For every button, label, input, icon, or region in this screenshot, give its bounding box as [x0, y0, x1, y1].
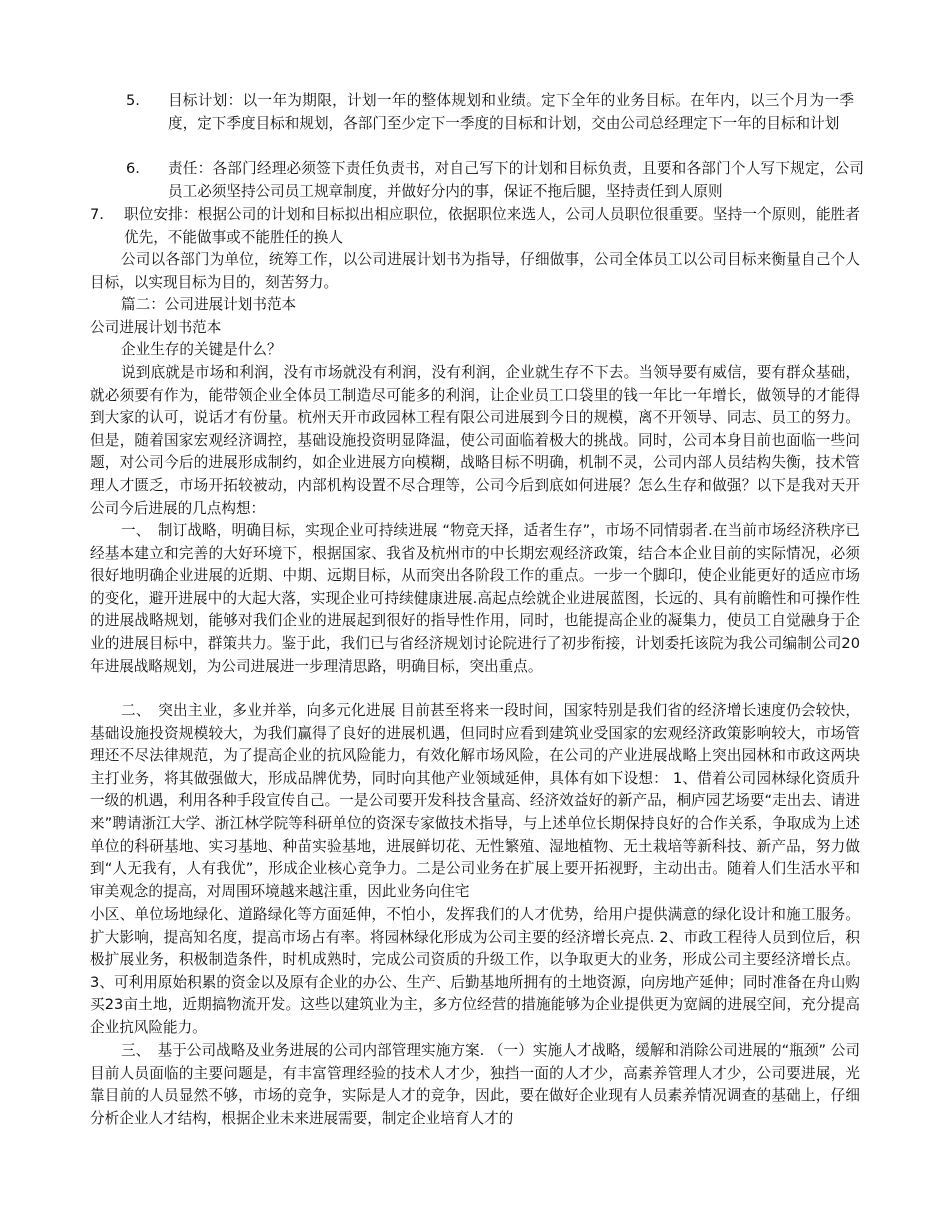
section-two-continuation: 小区、单位场地绿化、道路绿化等方面延伸，不怕小，发挥我们的人才优势，给用户提供满意的绿化设计和施工服务。扩大影响，提高知名度，提高市场占有率。将园林绿化形成为公司主要的经济增长亮点. 2、市政工程待人员到位后，积极扩展业务，积极制造条件，时机成熟时，完成公司资质的升级工作，以争取更大的业务，形成公司主要经济增长点。 3、可利用原始积累的资金以及原有企业的办公、生产、后勤基地所拥有的土地资源，向房地产延伸；同时准备在舟山购买23亩土地，近期搞物流开发。这些以建筑业为主，多方位经营的措施能够为企业提供更为宽阔的进展空间，充分提高企业抗风险能力。 [90, 906, 860, 1036]
summary-paragraph: 公司以各部门为单位，统筹工作，以公司进展计划书为指导，仔细做事，公司全体员工以公司目标来衡量自己个人目标，以实现目标为目的，刻苦努力。 [90, 251, 860, 291]
list-number: 6. [126, 160, 140, 177]
section-two-paragraph: 二、 突出主业，多业并举，向多元化进展 目前甚至将来一段时间，国家特别是我们省的经济增长速度仍会较快，基础设施投资规模较大，为我们赢得了良好的进展机遇，但同时应看到建筑业受国家的宏观经济政策影响较大，市场管理还不尽法律规范，为了提高企业的抗风险能力，有效化解市场风险，在公司的产业进展战略上突出园林和市政这两块主打业务，将其做强做大，形成品牌优势，同时向其他产业领域延伸，具体有如下设想： 1、借着公司园林绿化资质升一级的机遇，利用各种手段宣传自己。一是公司要开发科技含量高、经济效益好的新产品，桐庐园艺场要“走出去、请进来”聘请浙江大学、浙江林学院等科研单位的资深专家做技术指导，与上述单位长期保持良好的合作关系，争取成为上述单位的科研基地、实习基地、种苗实验基地，进展鲜切花、无性繁殖、湿地植物、无土栽培等新科技、新产品，努力做到“人无我有，人有我优”，形成企业核心竞争力。二是公司业务在扩展上要开拓视野，主动出击。随着人们生活水平和审美观念的提高，对周围环境越来越注重，因此业务向住宅 [90, 702, 860, 900]
document-title: 公司进展计划书范本 [90, 319, 222, 336]
list-number: 5. [126, 92, 140, 109]
list-item-text: 目标计划：以一年为期限，计划一年的整体规划和业绩。定下全年的业务目标。在年内，以三个月为一季度，定下季度目标和规划，各部门至少定下一季度的目标和计划，交由公司总经理定下一年的目标和计划 [168, 92, 854, 132]
list-item-5 [126, 90, 854, 135]
list-item-text: 职位安排：根据公司的计划和目标拟出相应职位，依据职位来选人，公司人员职位很重要。坚持一个原则，能胜者优先，不能做事或不能胜任的换人 [124, 206, 860, 246]
part-heading: 篇二：公司进展计划书范本 [121, 296, 297, 313]
intro-paragraph: 说到底就是市场和利润，没有市场就没有利润，没有利润，企业就生存不下去。当领导要有威信，要有群众基础，就必须要有作为，能带领企业全体员工制造尽可能多的利润，让企业员工口袋里的钱一年比一年增长，做领导的才能得到大家的认可，说话才有份量。杭州天开市政园林工程有限公司进展到今日的规模，离不开领导、同志、员工的努力。但是，随着国家宏观经济调控，基础设施投资明显降温，使公司面临着极大的挑战。同时，公司本身目前也面临一些问题，对公司今后的进展形成制约，如企业进展方向模糊，战略目标不明确，机制不灵，公司内部人员结构失衡，技术管理人才匮乏，市场开拓较被动，内部机构设置不尽合理等，公司今后到底如何进展？怎么生存和做强？以下是我对天开公司今后进展的几点构想： [90, 364, 860, 517]
section-three-paragraph: 三、 基于公司战略及业务进展的公司内部管理实施方案. （一）实施人才战略，缓解和消除公司进展的“瓶颈” 公司目前人员面临的主要问题是，有丰富管理经验的技术人才少，独挡一面的人才少，高素养管理人才少，公司要进展，光靠目前的人员显然不够，市场的竞争，实际是人才的竞争，因此，要在做好企业现有人员素养情况调查的基础上，仔细分析企业人才结构，根据企业未来进展需要，制定企业培育人才的 [90, 1042, 860, 1127]
list-item-text: 责任：各部门经理必须签下责任负责书，对自己写下的计划和目标负责，且要和各部门个人写下规定，公司员工必须坚持公司员工规章制度，并做好分内的事，保证不拖后腿，坚持责任到人原则 [168, 160, 864, 200]
list-item-6 [126, 158, 864, 203]
list-number: 7. [90, 206, 104, 223]
section-one-paragraph: 一、 制订战略，明确目标，实现企业可持续进展 “物竞天择，适者生存”，市场不同情弱者.在当前市场经济秩序已经基本建立和完善的大好环境下，根据国家、我省及杭州市的中长期宏观经济政策，结合本企业目前的实际情况，必须很好地明确企业进展的近期、中期、远期目标，从而突出各阶段工作的重点。一步一个脚印，使企业能更好的适应市场的变化，避开进展中的大起大落，实现企业可持续健康进展.高起点绘就企业进展蓝图，长远的、具有前瞻性和可操作性的进展战略规划，能够对我们企业的进展起到很好的指导性作用，同时，也能提高企业的凝集力，使员工自觉融身于企业的进展目标中，群策共力。鉴于此，我们已与省经济规划讨论院进行了初步衔接，计划委托该院为我公司编制公司20年进展战略规划，为公司进展进一步理清思路，明确目标，突出重点。 [90, 522, 860, 675]
list-item-7 [90, 204, 860, 249]
question-line: 企业生存的关键是什么？ [121, 341, 282, 358]
